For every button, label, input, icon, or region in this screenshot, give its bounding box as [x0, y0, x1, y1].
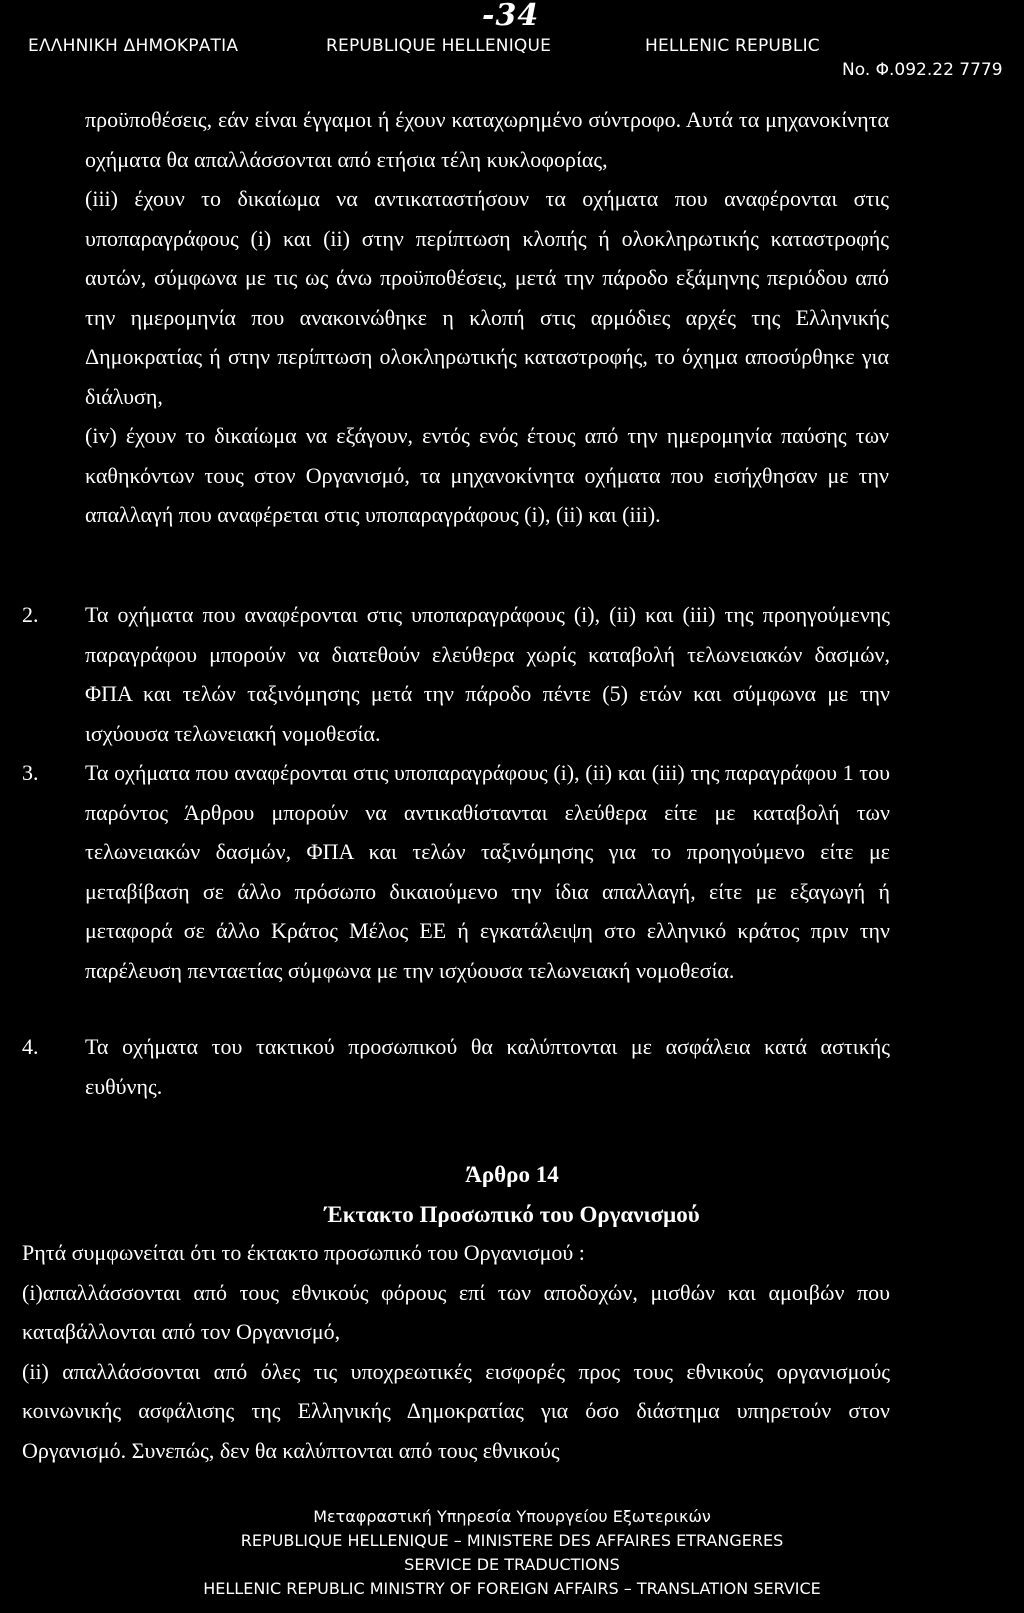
paragraph: Ρητά συμφωνείται ότι το έκτακτο προσωπικό του Οργανισμού : — [22, 1240, 585, 1265]
numbered-item-2 — [22, 595, 890, 753]
paragraph: (iv) έχουν το δικαίωμα να εξάγουν, εντός ενός έτους από την ημερομηνία παύσης των καθηκόντων τους στον Οργανισμό, τα μηχανοκίνητα οχήματα που εισήχθησαν με την απαλλαγή που αναφέρεται στις υποπαραγράφους (i), (ii) και (iii). — [85, 423, 889, 527]
footer-line: REPUBLIQUE HELLENIQUE – MINISTERE DES AFFAIRES ETRANGERES — [240, 1531, 784, 1550]
header-center: REPUBLIQUE HELLENIQUE — [326, 36, 552, 56]
handwritten-page-mark: -34 — [482, 0, 540, 33]
footer-line: Μεταφραστική Υπηρεσία Υπουργείου Εξωτερικών — [313, 1507, 711, 1526]
numbered-item-4 — [22, 1027, 890, 1106]
numbered-item-3 — [22, 753, 890, 990]
paragraph: προϋποθέσεις, εάν είναι έγγαμοι ή έχουν καταχωρημένο σύντροφο. Αυτά τα μηχανοκίνητα οχήματα θα απαλλάσσονται από ετήσια τέλη κυκλοφορίας, — [85, 107, 889, 172]
document-number: No. Φ.092.22 7779 — [842, 60, 1003, 80]
header-right: HELLENIC REPUBLIC — [645, 36, 820, 56]
item-number: 4. — [22, 1034, 39, 1059]
header-left: ΕΛΛΗΝΙΚΗ ΔΗΜΟΚΡΑΤΙΑ — [28, 36, 239, 56]
footer-stamp — [0, 1505, 1024, 1601]
item-text: Τα οχήματα που αναφέρονται στις υποπαραγράφους (i), (ii) και (iii) της προηγούμενης παραγράφου μπορούν να διατεθούν ελεύθερα χωρίς καταβολή τελωνειακών δασμών, ΦΠΑ και τελών ταξινόμησης μετά την πάροδο πέντε (5) ετών και σύμφωνα με την ισχύουσα τελωνειακή νομοθεσία. — [85, 602, 890, 746]
footer-line: SERVICE DE TRADUCTIONS — [404, 1555, 620, 1574]
item-text: Τα οχήματα του τακτικού προσωπικού θα καλύπτονται με ασφάλεια κατά αστικής ευθύνης. — [85, 1034, 890, 1099]
article-title: Έκτακτο Προσωπικό του Οργανισμού — [324, 1202, 700, 1227]
paragraph: (ii) απαλλάσσονται από όλες τις υποχρεωτικές εισφορές προς τους εθνικούς οργανισμούς κοινωνικής ασφάλισης της Ελληνικής Δημοκρατίας για όσο διάστημα υπηρετούν στον Οργανισμό. Συνεπώς, δεν θα καλύπτονται από τους εθνικούς — [22, 1358, 890, 1463]
continued-text — [85, 100, 889, 535]
item-text: Τα οχήματα που αναφέρονται στις υποπαραγράφους (i), (ii) και (iii) της παραγράφου 1 του παρόντος Άρθρου μπορούν να αντικαθίστανται ελεύθερα είτε με καταβολή των τελωνειακών δασμών, ΦΠΑ και τελών ταξινόμησης για το προηγούμενο είτε με μεταβίβαση σε άλλο πρόσωπο δικαιούμενο την ίδια απαλλαγή, είτε με εξαγωγή ή μεταφορά σε άλλο Κράτος Μέλος ΕΕ ή εγκατάλειψη στο ελληνικό κράτος πριν την παρέλευση πενταετίας σύμφωνα με την ισχύουσα τελωνειακή νομοθεσία. — [85, 760, 890, 983]
paragraph: (i)απαλλάσσονται από τους εθνικούς φόρους επί των αποδοχών, μισθών και αμοιβών που καταβάλλονται από τον Οργανισμό, — [22, 1279, 890, 1344]
footer-line: HELLENIC REPUBLIC MINISTRY OF FOREIGN AFFAIRS – TRANSLATION SERVICE — [203, 1579, 821, 1598]
paragraph: (iii) έχουν το δικαίωμα να αντικαταστήσουν τα οχήματα που αναφέρονται στις υποπαραγράφους (i) και (ii) στην περίπτωση κλοπής ή ολοκληρωτικής καταστροφής αυτών, σύμφωνα με τις ως άνω προϋποθέσεις, μετά την πάροδο εξάμηνης περιόδου από την ημερομηνία που ανακοινώθηκε η κλοπή στις αρμόδιες αρχές της Ελληνικής Δημοκρατίας ή στην περίπτωση ολοκληρωτικής καταστροφής, το όχημα αποσύρθηκε για διάλυση, — [85, 186, 889, 409]
article-number: Άρθρο 14 — [465, 1162, 559, 1187]
item-number: 3. — [22, 760, 39, 785]
item-number: 2. — [22, 602, 39, 627]
article-body — [22, 1233, 890, 1470]
